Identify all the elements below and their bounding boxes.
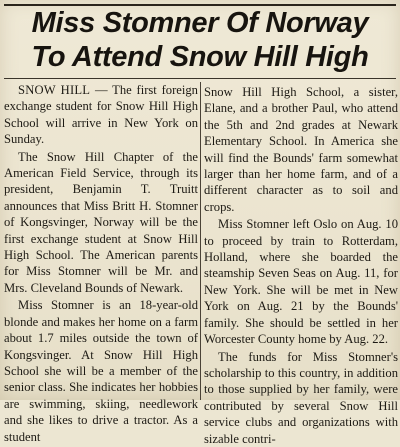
paragraph-3: Miss Stomner is an 18-year-old blonde and makes her home on a farm about 1.7 miles outside the town of Kongsvinger. At Snow Hill High School she will be a member of the senior class. She indicates her hobbies are swimming, skiing, needlework and she likes to drive a tractor. As a student xyxy=(4,298,198,444)
paragraph-1-text: — The first foreign exchange student for Snow Hill High School will arrive in New York on Sunday. xyxy=(4,83,198,147)
paragraph-6: The funds for Miss Stomner's scholarship to this country, in addition to those supplied by her family, were contributed by several Snow Hill service clubs and organizations with sizable contri- xyxy=(204,349,398,446)
paragraph-1 xyxy=(4,82,198,148)
headline xyxy=(6,6,394,74)
dateline: SNOW HILL xyxy=(18,83,91,97)
paragraph-4: Snow Hill High School, a sister, Elane, and a brother Paul, who attend the 5th and 2nd grades at Newark Elementary School. In America she will find the Bounds' farm somewhat larger than her home farm, and of a different character as to soil and crops. xyxy=(204,85,398,214)
paragraph-2: The Snow Hill Chapter of the American Field Service, through its president, Benjamin T. Truitt announces that Miss Britt H. Stomner of Kongsvinger, Norway will be the first exchange student at Snow Hill High School. The American parents for Miss Stomner will be Mr. and Mrs. Cleveland Bounds of Newark. xyxy=(4,149,198,295)
headline-line-2: To Attend Snow Hill High xyxy=(31,41,369,73)
left-column xyxy=(4,82,198,445)
column-divider xyxy=(200,82,201,400)
paragraph-5: Miss Stomner left Oslo on Aug. 10 to proceed by train to Rotterdam, Holland, where she boarded the steamship Seven Seas on Aug. 11, for New York. She will be met in New York on Aug. 21 by the Bounds' family. She should be settled in her Worcester County home by Aug. 22. xyxy=(204,217,398,347)
headline-line-1: Miss Stomner Of Norway xyxy=(31,7,369,39)
headline-rule xyxy=(4,78,396,79)
right-column xyxy=(204,84,398,447)
